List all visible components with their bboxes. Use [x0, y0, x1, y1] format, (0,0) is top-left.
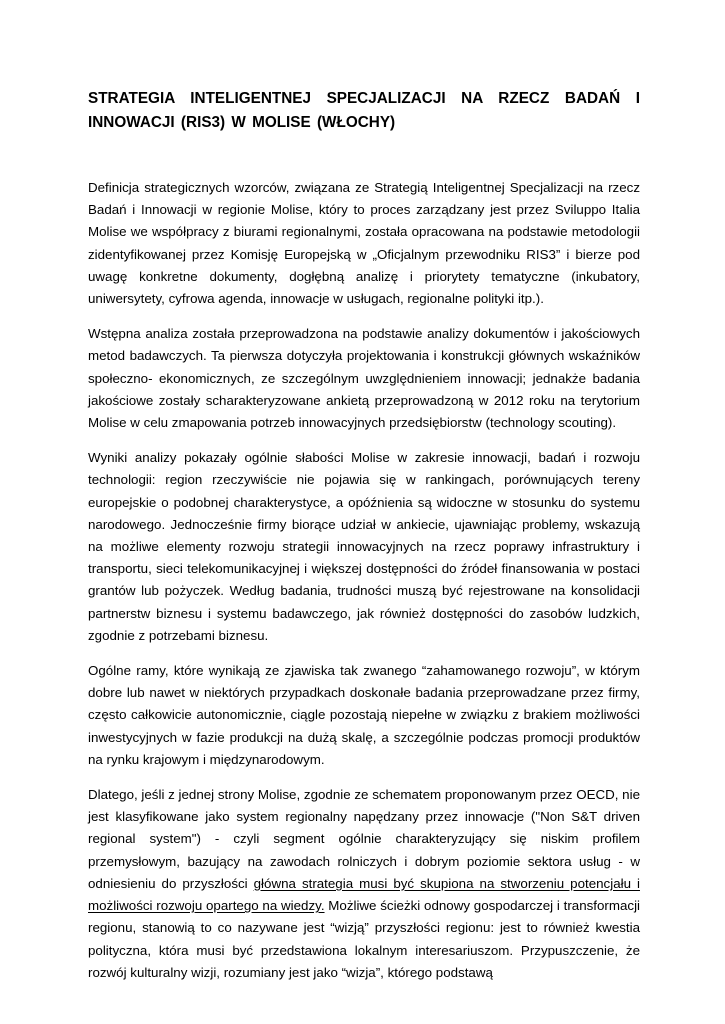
- paragraph-text-after: Możliwe ścieżki odnowy gospodarczej i transformacji regionu, stanowią to co nazywane jest “wizją” przyszłości regionu: jest to również kwestia polityczna, która musi być przedstawiona lokalnym interesariuszom. Przypuszczenie, że rozwój kulturalny wizji, rozumiany jest jako “wizja”, którego podstawą: [88, 898, 640, 980]
- document-title: STRATEGIA INTELIGENTNEJ SPECJALIZACJI NA RZECZ BADAŃ I INNOWACJI (RIS3) W MOLISE (WŁOCHY): [88, 90, 640, 131]
- underlined-strategy-text: główna strategia musi być skupiona na stworzeniu potencjału i możliwości rozwoju opartego na wiedzy.: [88, 875, 640, 914]
- paragraph-oecd-strategy: [88, 784, 640, 984]
- paragraph-definition: Definicja strategicznych wzorców, związana ze Strategią Inteligentnej Specjalizacji na rzecz Badań i Innowacji w regionie Molise, który to proces zarządzany jest przez Sviluppo Italia Molise we współpracy z biurami regionalnymi, została opracowana na podstawie metodologii zidentyfikowanej przez Komisję Europejską w „Oficjalnym przewodniku RIS3” i bierze pod uwagę konkretne dokumenty, dogłębną analizę i priorytety tematyczne (inkubatory, uniwersytety, cyfrowa agenda, innowacje w usługach, regionalne polityki itp.).: [88, 180, 640, 307]
- paragraph-analysis-results: Wyniki analizy pokazały ogólnie słabości Molise w zakresie innowacji, badań i rozwoju technologii: region rzeczywiście nie pojawia się w rankingach, porównujących tereny europejskie o podobnej charakterystyce, a opóźnienia są widoczne w stosunku do systemu narodowego. Jednocześnie firmy biorące udział w ankiecie, ujawniając problemy, wskazują na możliwe elementy rozwoju strategii innowacyjnych na rzecz poprawy infrastruktury i transportu, sieci telekomunikacyjnej i większej dostępności do źródeł finansowania w postaci grantów lub pożyczek. Według badania, trudności muszą być rejestrowane na konsolidacji partnerstw biznesu i systemu badawczego, jak również dostępności do zasobów ludzkich, zgodnie z potrzebami biznesu.: [88, 450, 640, 643]
- paragraph-initial-analysis: Wstępna analiza została przeprowadzona na podstawie analizy dokumentów i jakościowych metod badawczych. Ta pierwsza dotyczyła projektowania i konstrukcji głównych wskaźników społeczno- ekonomicznych, ze szczególnym uwzględnieniem innowacji; jednakże badania jakościowe zostały scharakteryzowane ankietą przeprowadzoną w 2012 roku na terytorium Molise w celu zmapowania potrzeb innowacyjnych przedsiębiorstw (technology scouting).: [88, 326, 640, 431]
- paragraph-text-before: Dlatego, jeśli z jednej strony Molise, zgodnie ze schematem proponowanym przez OECD, nie jest klasyfikowane jako system regionalny napędzany przez innowacje ("Non S&T driven regional system") - czyli segment ogólnie charakteryzujący się niskim profilem przemysłowym, bazujący na zawodach rolniczych i dobrym poziomie sektora usług - w odniesieniu do przyszłości: [88, 787, 640, 891]
- document-body: [88, 177, 640, 997]
- paragraph-general-framework: Ogólne ramy, które wynikają ze zjawiska tak zwanego “zahamowanego rozwoju”, w którym dobre lub nawet w niektórych przypadkach doskonałe badania przeprowadzane przez firmy, często całkowicie autonomicznie, ciągle pozostają niepełne w związku z brakiem możliwości inwestycyjnych w fazie produkcji na dużą skalę, a szczególnie podczas promocji produktów na rynku krajowym i międzynarodowym.: [88, 663, 640, 767]
